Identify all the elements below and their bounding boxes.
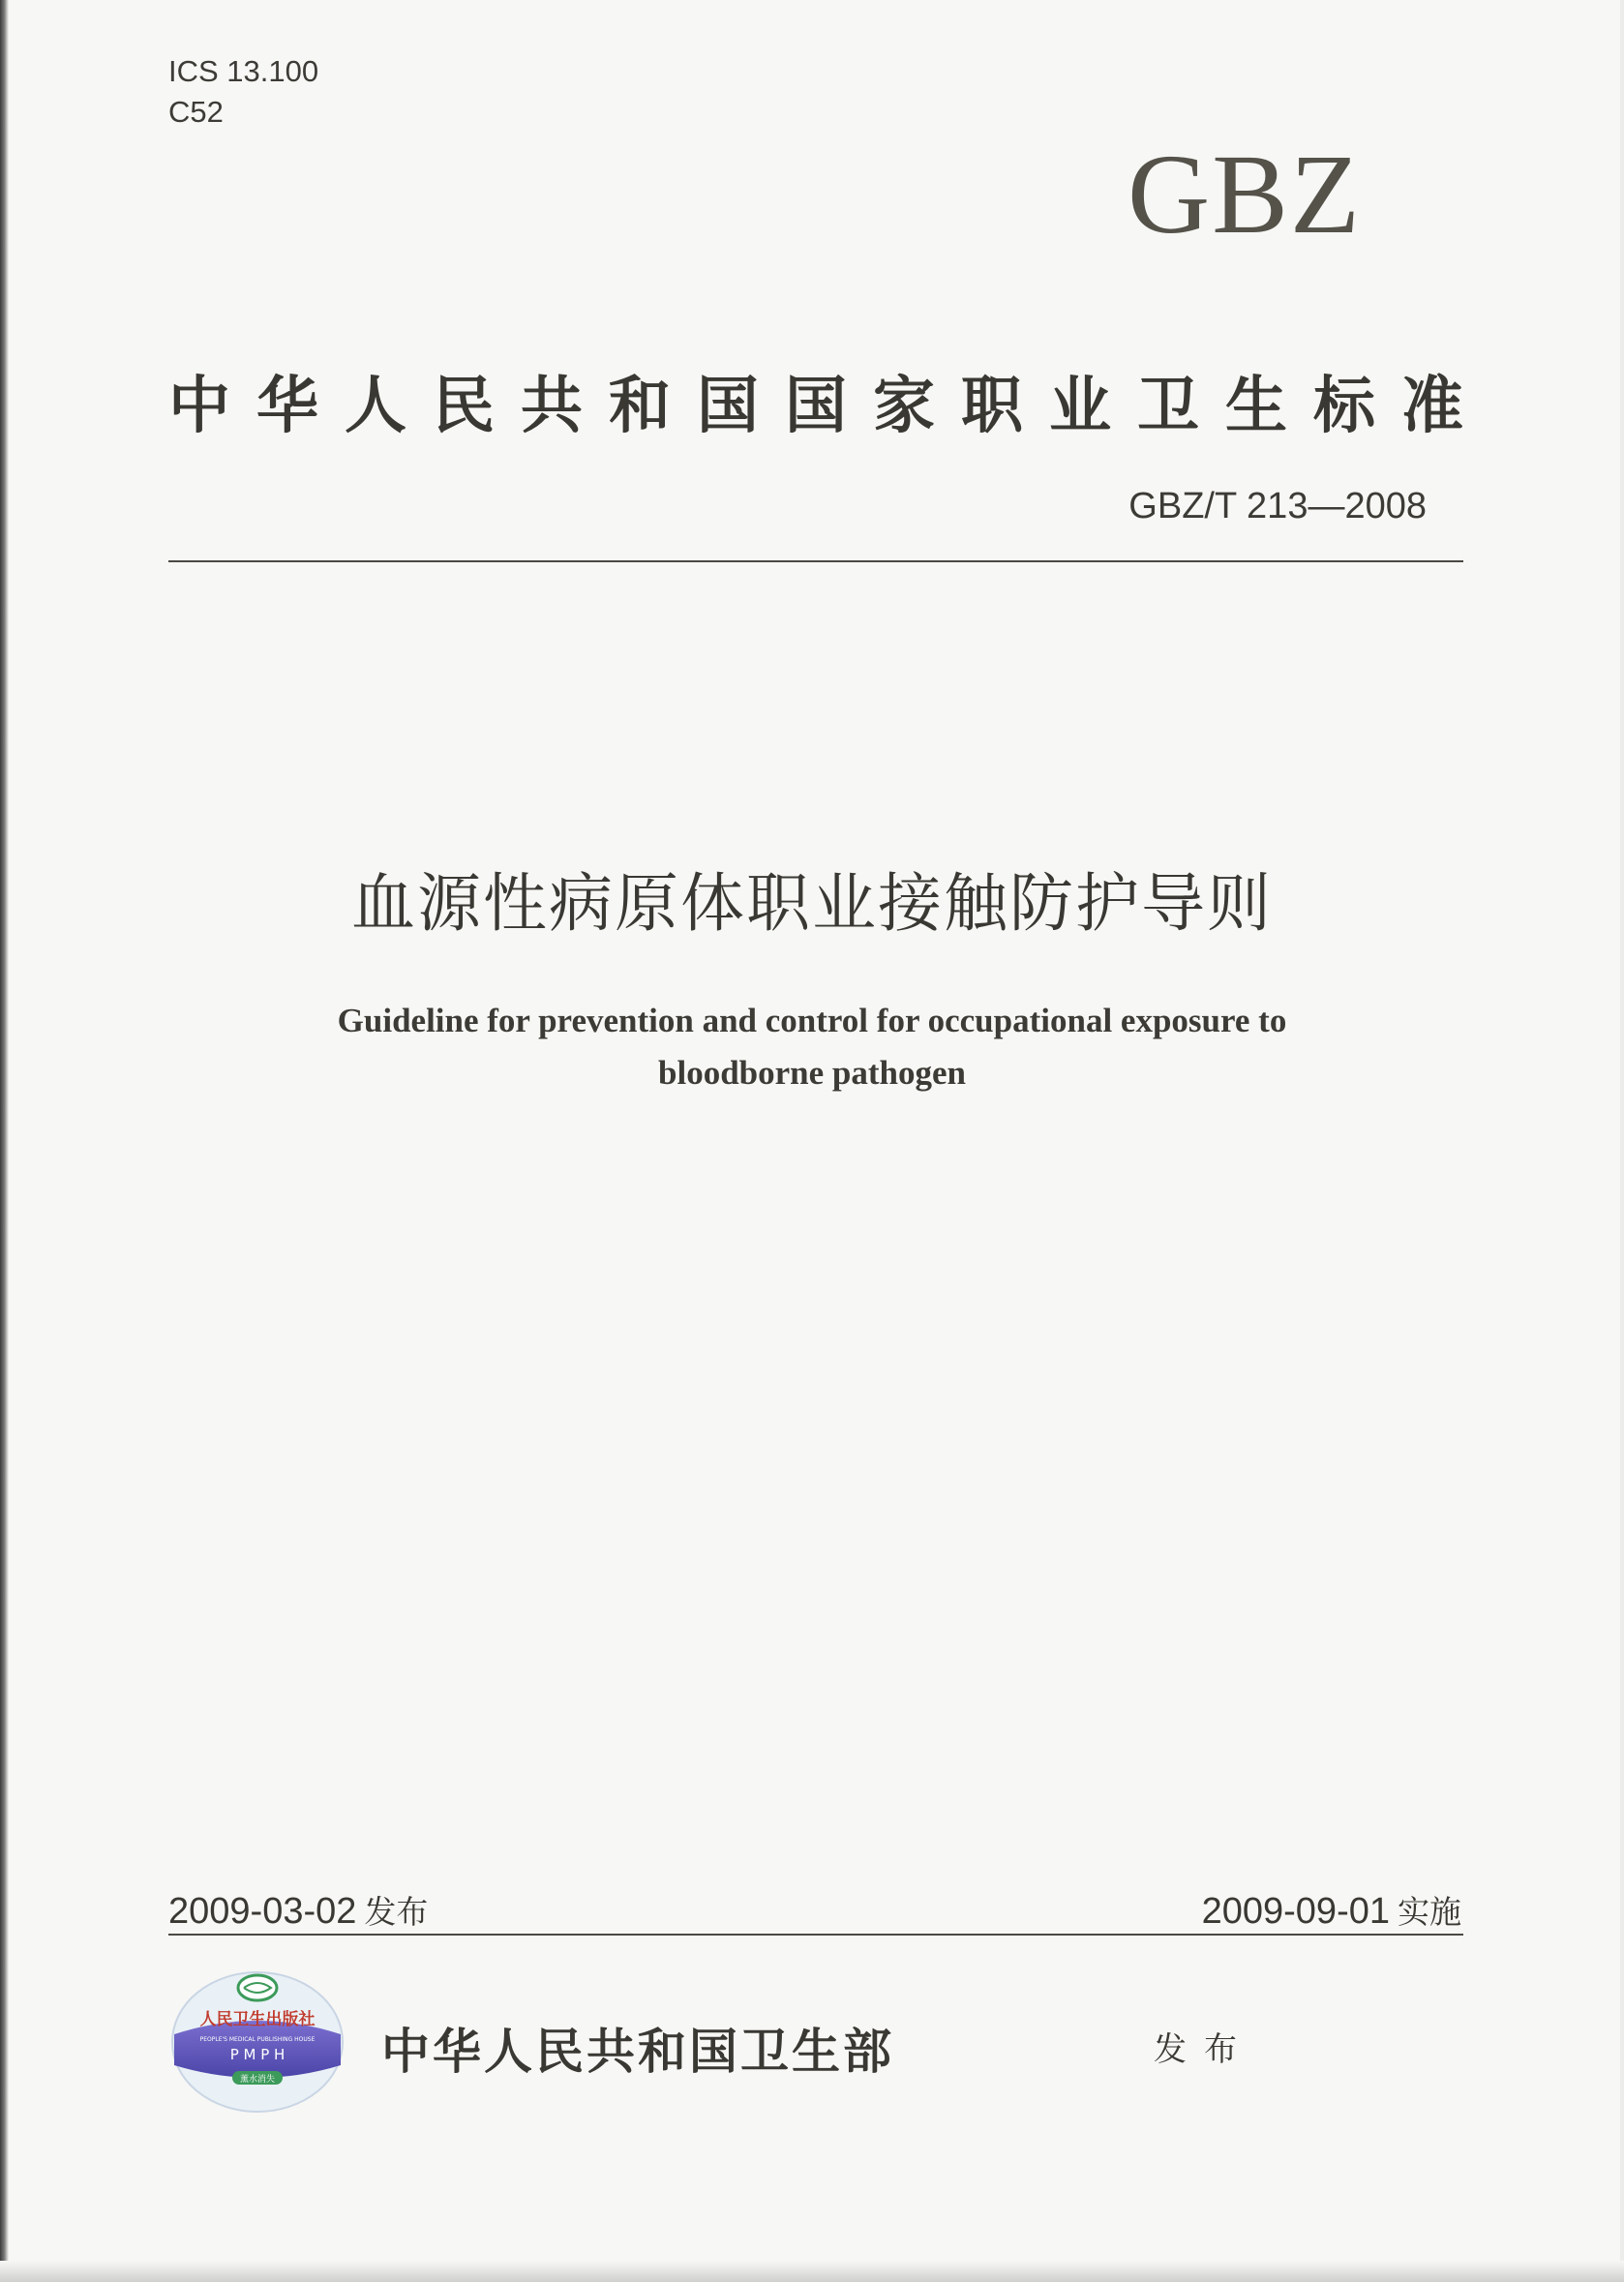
gbz-mark: GBZ [1128,131,1362,257]
logo-english-name: PEOPLE'S MEDICAL PUBLISHING HOUSE [199,2036,316,2043]
title-english-line-2: bloodborne pathogen [658,1054,966,1092]
publisher-logo [170,1970,345,2114]
scan-edge-bottom [0,2261,1624,2282]
scan-edge-left [0,0,9,2282]
title-english-line-1: Guideline for prevention and control for occupational exposure to [337,1002,1287,1039]
footer-divider [168,1934,1463,1936]
implementation-date [1202,1887,1461,1933]
header-divider [168,560,1463,562]
publisher-name: 中华人民共和国卫生部 [381,2023,894,2080]
implementation-date-label: 实施 [1398,1893,1461,1931]
ics-code: ICS 13.100 [168,54,319,88]
issue-date [168,1887,428,1933]
logo-chinese-name: 人民卫生出版社 [199,2010,316,2029]
title-chinese: 血源性病原体职业接触防护导则 [351,866,1273,941]
publisher-action: 发布 [1154,2030,1254,2069]
standard-category: 中华人民共和国国家职业卫生标准 [168,370,1465,442]
scan-edge-right [1620,0,1624,2282]
logo-abbreviation: P M P H [229,2046,286,2063]
pmph-logo-icon [170,1970,345,2114]
issue-date-value: 2009-03-02 [168,1891,357,1932]
logo-badge: 薰水消失 [239,2075,276,2085]
implementation-date-value: 2009-09-01 [1201,1891,1390,1932]
title-english [0,995,1624,1099]
ccs-code: C52 [168,95,224,129]
issue-date-label: 发布 [364,1893,429,1931]
standard-number: GBZ/T 213—2008 [1128,486,1427,526]
